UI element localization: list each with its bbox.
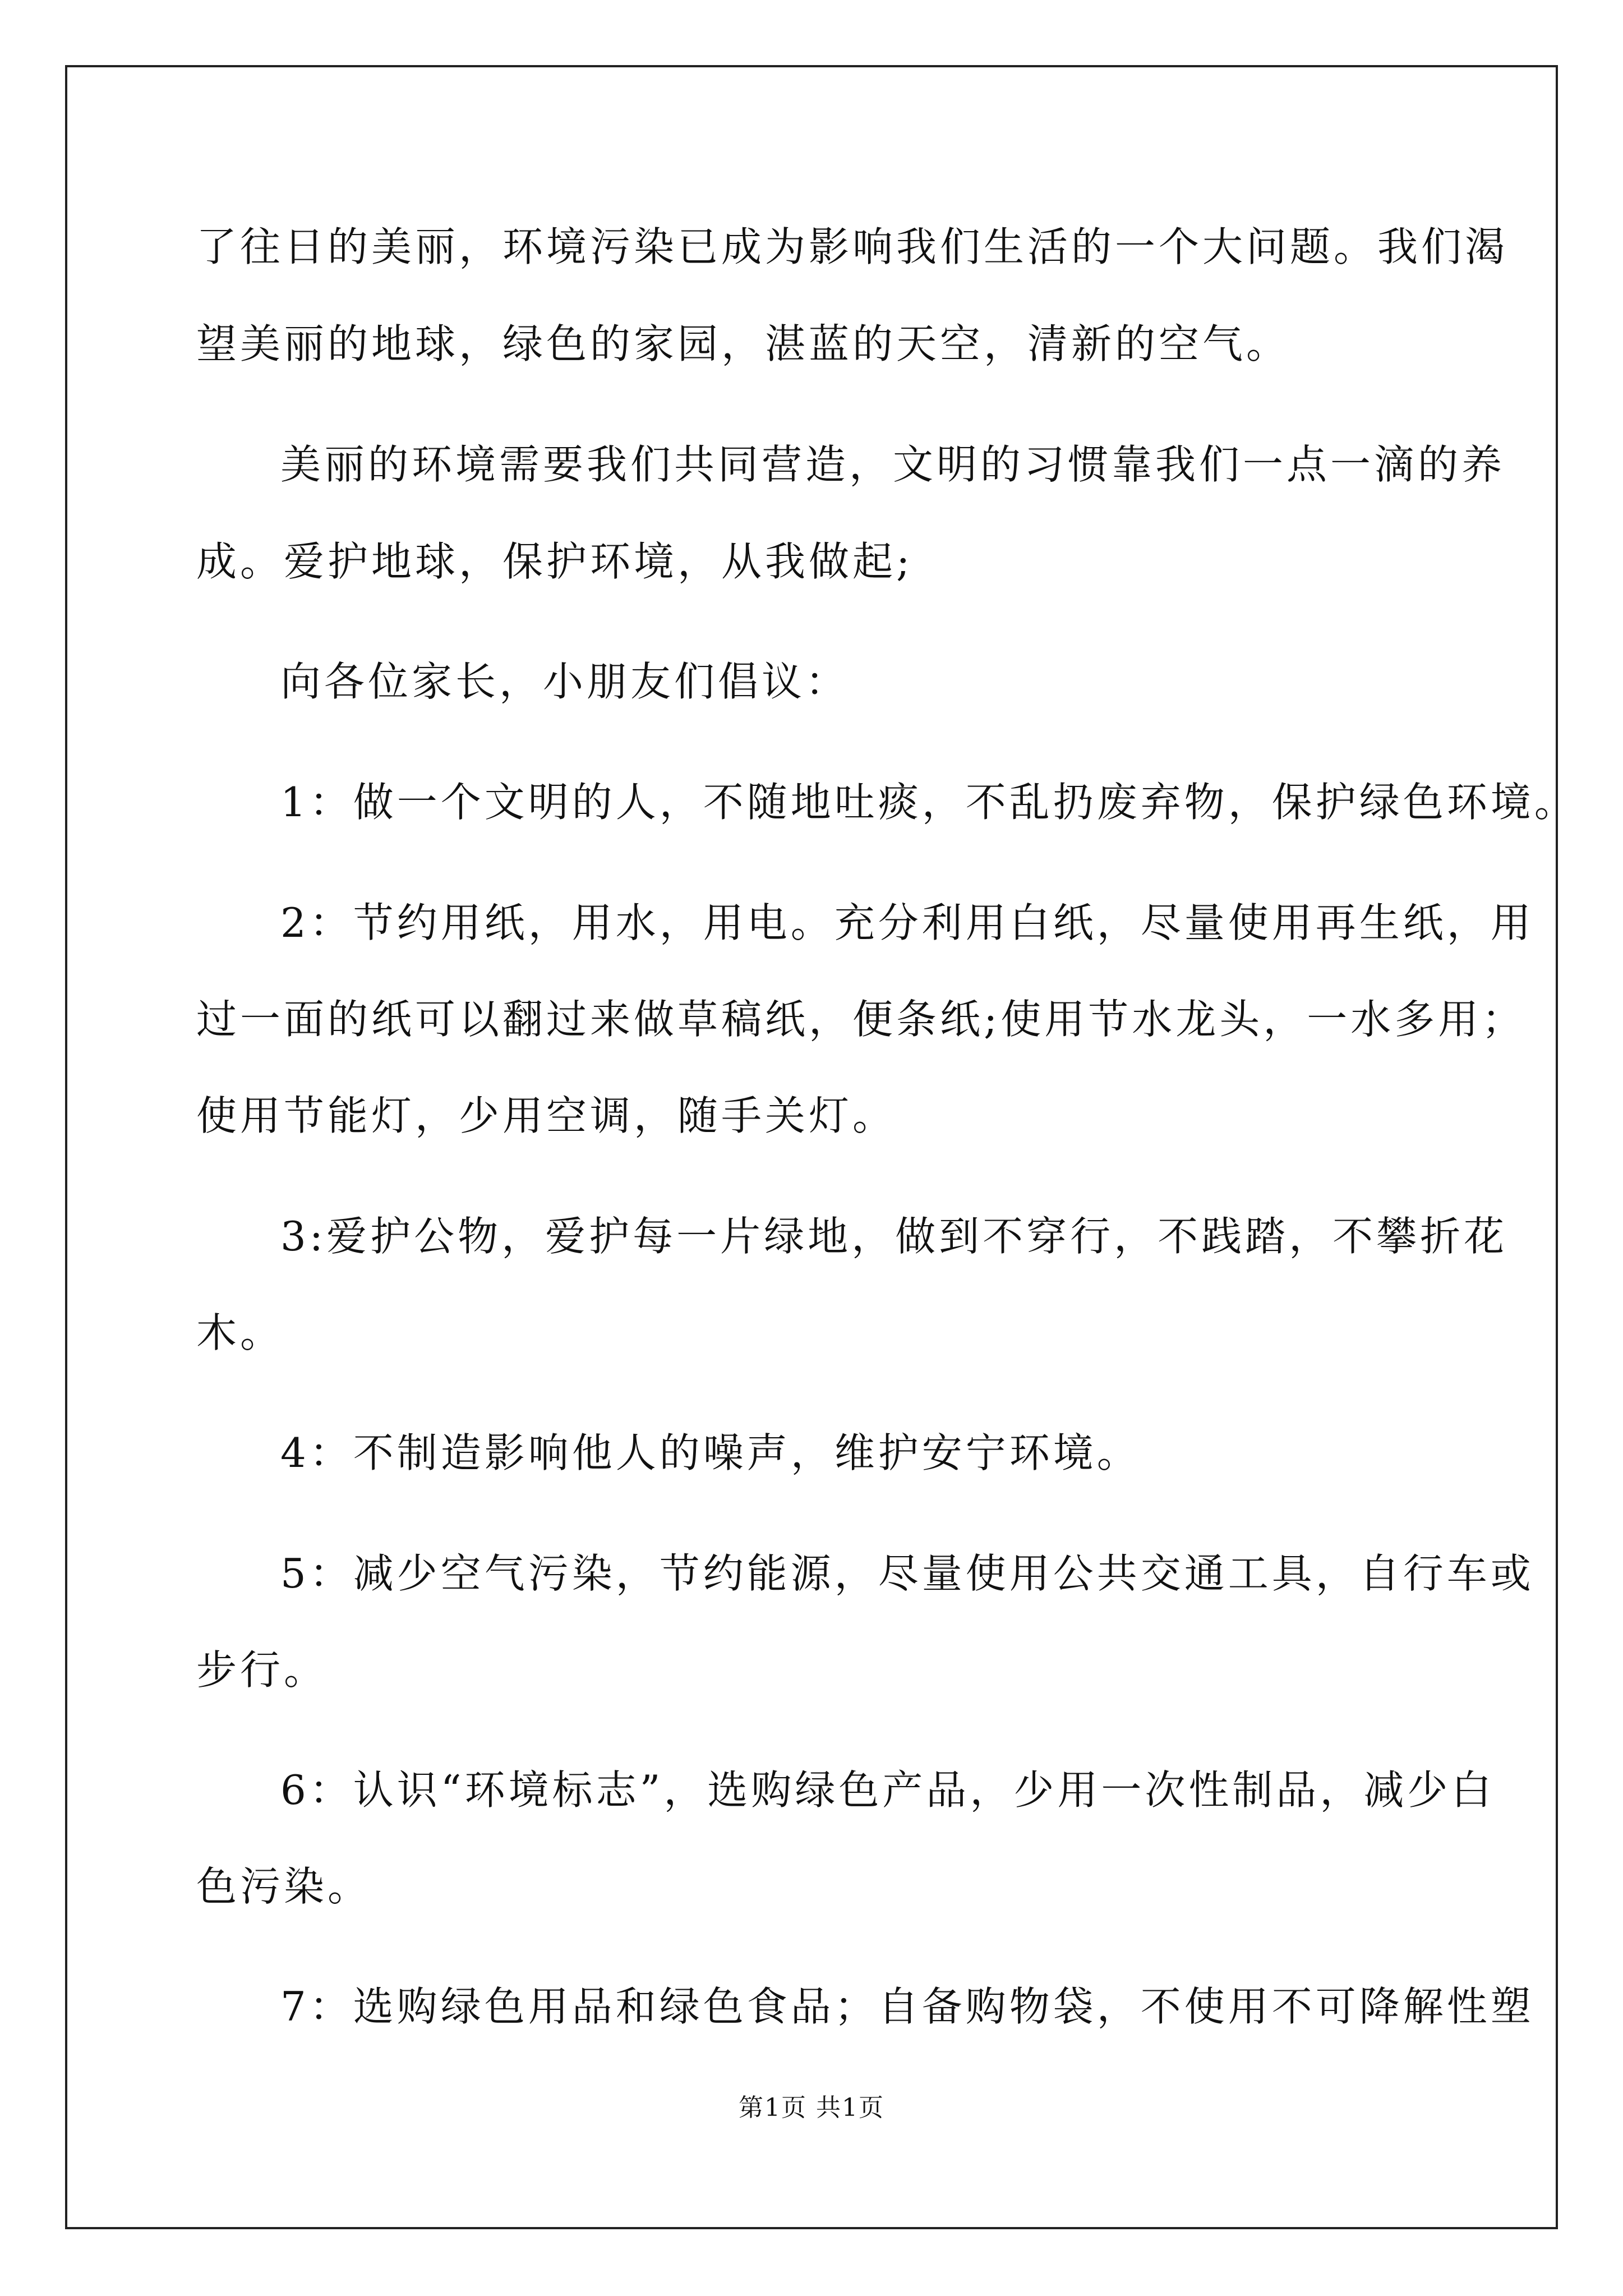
page-number-footer: 第1页 共1页 bbox=[739, 2093, 884, 2122]
text-line: 4：不制造影响他人的噪声，维护安宁环境。 bbox=[280, 1429, 1141, 1476]
text-line: 木。 bbox=[196, 1309, 284, 1356]
text-line: 7：选购绿色用品和绿色食品；自备购物袋，不使用不可降解性塑 bbox=[280, 1983, 1534, 2030]
text-line: 成。爱护地球，保护环境，从我做起; bbox=[196, 538, 914, 585]
text-line: 1：做一个文明的人，不随地吐痰，不乱扔废弃物，保护绿色环境。 bbox=[280, 779, 1578, 826]
text-line: 向各位家长，小朋友们倡议： bbox=[280, 658, 850, 705]
text-line: 6：认识“环境标志”，选购绿色产品，少用一次性制品，减少白 bbox=[280, 1766, 1495, 1814]
text-line: 5：减少空气污染，节约能源，尽量使用公共交通工具，自行车或 bbox=[280, 1550, 1534, 1597]
text-line: 过一面的纸可以翻过来做草稿纸，便条纸;使用节水龙头，一水多用； bbox=[196, 996, 1526, 1043]
text-line: 步行。 bbox=[196, 1646, 328, 1694]
text-line: 色污染。 bbox=[196, 1863, 372, 1910]
text-line: 望美丽的地球，绿色的家园，湛蓝的天空，清新的空气。 bbox=[196, 320, 1290, 367]
text-line: 2：节约用纸，用水，用电。充分利用白纸，尽量使用再生纸，用 bbox=[280, 899, 1534, 946]
text-line: 美丽的环境需要我们共同营造，文明的习惯靠我们一点一滴的养 bbox=[280, 441, 1506, 488]
text-line: 了往日的美丽，环境污染已成为影响我们生活的一个大问题。我们渴 bbox=[196, 223, 1509, 270]
text-line: 使用节能灯，少用空调，随手关灯。 bbox=[196, 1092, 897, 1139]
text-line: 3:爱护公物，爱护每一片绿地，做到不穿行，不践踏，不攀折花 bbox=[280, 1213, 1508, 1260]
